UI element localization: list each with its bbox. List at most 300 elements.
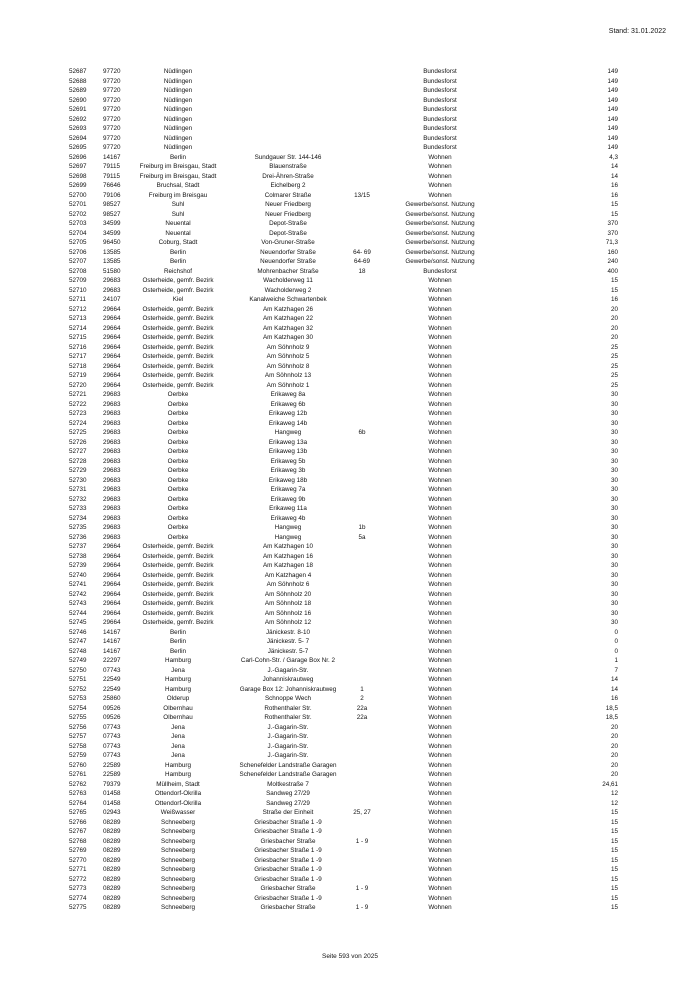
table-row xyxy=(0,143,700,153)
municipality: Hamburg xyxy=(165,761,191,769)
municipality: Oerbke xyxy=(167,524,189,531)
usage-type: Wohnen xyxy=(428,334,452,341)
area-value: 25 xyxy=(610,353,618,360)
street: Sundgauer Str. 144-146 xyxy=(254,153,322,161)
area-value: 30 xyxy=(610,543,618,550)
municipality: Müllheim, Stadt xyxy=(156,780,200,788)
row-id: 52715 xyxy=(69,334,87,341)
street: Am Katzhagen 32 xyxy=(262,324,314,332)
street: Colmarer Straße xyxy=(264,191,312,199)
row-id: 52746 xyxy=(69,628,87,636)
area-value: 15 xyxy=(610,277,618,284)
usage-type: Wohnen xyxy=(428,771,452,778)
area-value: 30 xyxy=(610,391,618,398)
postal-code: 08289 xyxy=(103,904,121,911)
municipality: Schneeberg xyxy=(161,847,195,854)
postal-code: 01458 xyxy=(103,790,121,797)
postal-code: 29664 xyxy=(103,362,121,370)
postal-code: 98527 xyxy=(103,201,121,208)
street: Depot-Straße xyxy=(269,220,307,227)
usage-type: Bundesforst xyxy=(423,125,457,132)
area-value: 15 xyxy=(610,885,618,892)
postal-code: 97720 xyxy=(103,115,121,123)
house-number: 22a xyxy=(356,704,368,712)
usage-type: Bundesforst xyxy=(423,68,457,75)
street: J.-Gagarin-Str. xyxy=(267,723,309,731)
street: Griesbacher Straße 1 -9 xyxy=(254,875,322,883)
postal-code: 34599 xyxy=(103,220,121,227)
postal-code: 07743 xyxy=(103,666,121,674)
street: Von-Gruner-Straße xyxy=(261,239,315,246)
municipality: Hamburg xyxy=(165,685,191,693)
street: Neuendorfer Straße xyxy=(260,258,316,265)
row-id: 52764 xyxy=(69,799,87,807)
table-row xyxy=(0,162,700,172)
area-value: 20 xyxy=(610,761,618,769)
municipality: Nüdlingen xyxy=(163,115,193,123)
usage-type: Wohnen xyxy=(428,296,452,303)
municipality: Oerbke xyxy=(167,448,189,455)
row-id: 52737 xyxy=(69,543,87,550)
area-value: 30 xyxy=(610,562,618,569)
postal-code: 29664 xyxy=(103,353,121,360)
street: Am Söhnholz 1 xyxy=(266,381,310,389)
postal-code: 08289 xyxy=(103,875,121,883)
area-value: 30 xyxy=(610,533,618,541)
table-row xyxy=(0,485,700,495)
table-row xyxy=(0,210,700,220)
area-value: 30 xyxy=(610,581,618,588)
row-id: 52702 xyxy=(69,210,87,218)
row-id: 52688 xyxy=(69,77,87,85)
usage-type: Gewerbe/sonst. Nutzung xyxy=(405,239,475,246)
postal-code: 29664 xyxy=(103,590,121,598)
table-row xyxy=(0,466,700,476)
street: Erikaweg 9b xyxy=(270,495,306,503)
table-row xyxy=(0,352,700,362)
usage-type: Wohnen xyxy=(428,400,452,408)
municipality: Oerbke xyxy=(167,467,189,474)
postal-code: 76646 xyxy=(103,182,121,189)
street: J.-Gagarin-Str. xyxy=(267,752,309,759)
municipality: Osterheide, gemfr. Bezirk xyxy=(142,381,214,389)
postal-code: 08289 xyxy=(103,828,121,835)
municipality: Oerbke xyxy=(167,438,189,446)
area-value: 149 xyxy=(607,68,618,75)
postal-code: 34599 xyxy=(103,229,121,237)
area-value: 15 xyxy=(610,809,618,816)
postal-code: 01458 xyxy=(103,799,121,807)
row-id: 52743 xyxy=(69,600,87,607)
postal-code: 22549 xyxy=(103,685,121,693)
area-value: 20 xyxy=(610,723,618,731)
postal-code: 29683 xyxy=(103,429,121,436)
row-id: 52692 xyxy=(69,115,87,123)
table-row xyxy=(0,808,700,818)
table-row xyxy=(0,590,700,600)
row-id: 52732 xyxy=(69,495,87,503)
row-id: 52717 xyxy=(69,353,87,360)
street: Hangweg xyxy=(274,524,302,531)
municipality: Jena xyxy=(171,666,185,674)
row-id: 52741 xyxy=(69,581,87,588)
postal-code: 08289 xyxy=(103,885,121,892)
area-value: 30 xyxy=(610,600,618,607)
row-id: 52690 xyxy=(69,96,87,104)
municipality: Osterheide, gemfr. Bezirk xyxy=(142,581,214,588)
municipality: Jena xyxy=(171,752,185,759)
table-row xyxy=(0,495,700,505)
table-row xyxy=(0,761,700,771)
area-value: 30 xyxy=(610,524,618,531)
usage-type: Wohnen xyxy=(428,742,452,750)
table-row xyxy=(0,875,700,885)
usage-type: Wohnen xyxy=(428,353,452,360)
municipality: Osterheide, gemfr. Bezirk xyxy=(142,590,214,598)
table-row xyxy=(0,884,700,894)
stand-date: Stand: 31.01.2022 xyxy=(608,28,666,35)
usage-type: Wohnen xyxy=(428,752,452,759)
table-row xyxy=(0,200,700,210)
street: Erikaweg 13a xyxy=(268,438,308,446)
row-id: 52694 xyxy=(69,134,87,142)
postal-code: 08289 xyxy=(103,847,121,854)
area-value: 16 xyxy=(610,296,618,303)
postal-code: 29683 xyxy=(103,277,121,284)
postal-code: 29664 xyxy=(103,324,121,332)
table-row xyxy=(0,656,700,666)
municipality: Oerbke xyxy=(167,457,189,465)
table-row xyxy=(0,552,700,562)
postal-code: 79379 xyxy=(103,780,121,788)
usage-type: Wohnen xyxy=(428,543,452,550)
usage-type: Wohnen xyxy=(428,153,452,161)
house-number: 6b xyxy=(358,429,366,436)
house-number: 2 xyxy=(360,695,364,702)
postal-code: 29683 xyxy=(103,524,121,531)
row-id: 52765 xyxy=(69,809,87,816)
street: Depot-Straße xyxy=(269,229,307,237)
postal-code: 02943 xyxy=(103,809,121,816)
row-id: 52738 xyxy=(69,552,87,560)
municipality: Osterheide, gemfr. Bezirk xyxy=(142,315,214,322)
area-value: 0 xyxy=(614,628,618,636)
postal-code: 29664 xyxy=(103,343,121,351)
usage-type: Gewerbe/sonst. Nutzung xyxy=(405,201,475,208)
street: Carl-Cohn-Str. / Garage Box Nr. 2 xyxy=(240,657,336,664)
area-value: 30 xyxy=(610,448,618,455)
postal-code: 29683 xyxy=(103,457,121,465)
area-value: 30 xyxy=(610,438,618,446)
row-id: 52760 xyxy=(69,761,87,769)
street: Am Söhnholz 8 xyxy=(266,362,310,370)
table-row xyxy=(0,333,700,343)
area-value: 370 xyxy=(607,229,618,237)
area-value: 30 xyxy=(610,514,618,522)
municipality: Osterheide, gemfr. Bezirk xyxy=(142,343,214,351)
street: Griesbacher Straße 1 -9 xyxy=(254,847,322,854)
street: Jänickestr. 5- 7 xyxy=(266,638,310,645)
postal-code: 79106 xyxy=(103,191,121,199)
page-number: Seite 593 von 2025 xyxy=(321,953,379,960)
municipality: Osterheide, gemfr. Bezirk xyxy=(142,372,214,379)
area-value: 15 xyxy=(610,866,618,873)
usage-type: Wohnen xyxy=(428,885,452,892)
postal-code: 24107 xyxy=(103,296,121,303)
postal-code: 22297 xyxy=(103,657,121,664)
street: Am Katzhagen 26 xyxy=(262,305,314,313)
postal-code: 29683 xyxy=(103,448,121,455)
postal-code: 22589 xyxy=(103,761,121,769)
street: Am Söhnholz 16 xyxy=(264,609,312,617)
row-id: 52689 xyxy=(69,87,87,94)
municipality: Nüdlingen xyxy=(163,68,193,75)
area-value: 149 xyxy=(607,87,618,94)
municipality: Jena xyxy=(171,723,185,731)
table-row xyxy=(0,134,700,144)
street: Am Söhnholz 9 xyxy=(266,343,310,351)
street: Erikaweg 14b xyxy=(268,419,308,427)
table-row xyxy=(0,789,700,799)
row-id: 52727 xyxy=(69,448,87,455)
usage-type: Wohnen xyxy=(428,799,452,807)
table-row xyxy=(0,713,700,723)
row-id: 52691 xyxy=(69,106,87,113)
municipality: Suhl xyxy=(171,201,185,208)
table-row xyxy=(0,428,700,438)
row-id: 52699 xyxy=(69,182,87,189)
table-row xyxy=(0,390,700,400)
table-row xyxy=(0,229,700,239)
table-row xyxy=(0,86,700,96)
municipality: Oerbke xyxy=(167,514,189,522)
postal-code: 97720 xyxy=(103,68,121,75)
area-value: 149 xyxy=(607,134,618,142)
table-row xyxy=(0,438,700,448)
table-row xyxy=(0,96,700,106)
street: Am Katzhagen 18 xyxy=(262,562,314,569)
municipality: Schneeberg xyxy=(161,828,195,835)
area-value: 25 xyxy=(610,372,618,379)
table-row xyxy=(0,732,700,742)
usage-type: Wohnen xyxy=(428,619,452,626)
row-id: 52750 xyxy=(69,666,87,674)
usage-type: Bundesforst xyxy=(423,96,457,104)
row-id: 52696 xyxy=(69,153,87,161)
postal-code: 29664 xyxy=(103,334,121,341)
area-value: 14 xyxy=(610,163,618,170)
usage-type: Wohnen xyxy=(428,467,452,474)
usage-type: Gewerbe/sonst. Nutzung xyxy=(405,229,475,237)
municipality: Ottendorf-Okrilla xyxy=(154,799,202,807)
postal-code: 07743 xyxy=(103,723,121,731)
street: Erikaweg 8a xyxy=(270,391,306,398)
street: Moltkestraße 7 xyxy=(267,780,309,788)
usage-type: Wohnen xyxy=(428,638,452,645)
municipality: Jena xyxy=(171,733,185,740)
municipality: Oerbke xyxy=(167,419,189,427)
area-value: 149 xyxy=(607,106,618,113)
municipality: Oerbke xyxy=(167,391,189,398)
area-value: 15 xyxy=(610,828,618,835)
table-row xyxy=(0,124,700,134)
row-id: 52772 xyxy=(69,875,87,883)
municipality: Oerbke xyxy=(167,505,189,512)
area-value: 30 xyxy=(610,571,618,579)
row-id: 52687 xyxy=(69,68,87,75)
postal-code: 29664 xyxy=(103,305,121,313)
municipality: Nüdlingen xyxy=(163,87,193,94)
usage-type: Wohnen xyxy=(428,362,452,370)
area-value: 14 xyxy=(610,685,618,693)
row-id: 52769 xyxy=(69,847,87,854)
usage-type: Wohnen xyxy=(428,609,452,617)
usage-type: Wohnen xyxy=(428,704,452,712)
table-row xyxy=(0,846,700,856)
postal-code: 29683 xyxy=(103,410,121,417)
usage-type: Gewerbe/sonst. Nutzung xyxy=(405,258,475,265)
usage-type: Wohnen xyxy=(428,163,452,170)
row-id: 52709 xyxy=(69,277,87,284)
street: Rothenthaler Str. xyxy=(264,714,312,721)
table-row xyxy=(0,903,700,913)
street: Griesbacher Straße xyxy=(260,837,316,845)
postal-code: 29683 xyxy=(103,533,121,541)
area-value: 30 xyxy=(610,429,618,436)
usage-type: Wohnen xyxy=(428,828,452,835)
postal-code: 22589 xyxy=(103,771,121,778)
municipality: Berlin xyxy=(169,638,187,645)
row-id: 52712 xyxy=(69,305,87,313)
street: Griesbacher Straße 1 -9 xyxy=(254,856,322,864)
usage-type: Wohnen xyxy=(428,647,452,655)
table-row xyxy=(0,238,700,248)
municipality: Freiburg im Breisgau xyxy=(148,191,208,199)
municipality: Olbernhau xyxy=(163,704,193,712)
row-id: 52700 xyxy=(69,191,87,199)
area-value: 18,5 xyxy=(605,714,618,721)
area-value: 400 xyxy=(607,267,618,275)
table-row xyxy=(0,628,700,638)
usage-type: Bundesforst xyxy=(423,87,457,94)
row-id: 52718 xyxy=(69,362,87,370)
postal-code: 79115 xyxy=(103,172,121,180)
usage-type: Wohnen xyxy=(428,866,452,873)
municipality: Schneeberg xyxy=(161,837,195,845)
municipality: Bruchsal, Stadt xyxy=(156,182,200,189)
street: Wacholderweg 11 xyxy=(263,277,313,284)
row-id: 52756 xyxy=(69,723,87,731)
usage-type: Wohnen xyxy=(428,761,452,769)
street: Erikaweg 12b xyxy=(268,410,308,417)
postal-code: 29664 xyxy=(103,543,121,550)
row-id: 52716 xyxy=(69,343,87,351)
street: Garage Box 12: Johanniskrautweg xyxy=(239,685,337,693)
area-value: 20 xyxy=(610,334,618,341)
area-value: 15 xyxy=(610,210,618,218)
municipality: Oerbke xyxy=(167,400,189,408)
municipality: Olderup xyxy=(166,695,190,702)
table-row xyxy=(0,191,700,201)
table-row xyxy=(0,723,700,733)
table-row xyxy=(0,324,700,334)
street: Am Söhnholz 6 xyxy=(266,581,310,588)
usage-type: Wohnen xyxy=(428,191,452,199)
table-row xyxy=(0,780,700,790)
table-row xyxy=(0,599,700,609)
usage-type: Wohnen xyxy=(428,723,452,731)
usage-type: Wohnen xyxy=(428,172,452,180)
postal-code: 79115 xyxy=(103,163,121,170)
house-number: 13/15 xyxy=(354,191,370,199)
table-row xyxy=(0,770,700,780)
table-row xyxy=(0,694,700,704)
municipality: Kiel xyxy=(172,296,184,303)
postal-code: 22549 xyxy=(103,676,121,683)
street: Erikaweg 7a xyxy=(270,486,306,493)
municipality: Schneeberg xyxy=(161,856,195,864)
usage-type: Wohnen xyxy=(428,438,452,446)
postal-code: 13585 xyxy=(103,248,121,256)
street: Neuendorfer Straße xyxy=(260,248,316,256)
municipality: Berlin xyxy=(169,153,187,161)
row-id: 52771 xyxy=(69,866,87,873)
row-id: 52745 xyxy=(69,619,87,626)
municipality: Osterheide, gemfr. Bezirk xyxy=(142,353,214,360)
table-row xyxy=(0,742,700,752)
street: Schenefelder Landstraße Garagen xyxy=(239,771,337,778)
municipality: Osterheide, gemfr. Bezirk xyxy=(142,286,214,294)
usage-type: Gewerbe/sonst. Nutzung xyxy=(405,210,475,218)
house-number: 18 xyxy=(358,267,366,275)
area-value: 15 xyxy=(610,837,618,845)
street: Jänickestr. 5-7 xyxy=(267,647,309,655)
area-value: 20 xyxy=(610,752,618,759)
postal-code: 29664 xyxy=(103,381,121,389)
municipality: Oerbke xyxy=(167,533,189,541)
usage-type: Wohnen xyxy=(428,685,452,693)
postal-code: 97720 xyxy=(103,134,121,142)
usage-type: Wohnen xyxy=(428,305,452,313)
usage-type: Wohnen xyxy=(428,505,452,512)
street: Erikaweg 3b xyxy=(270,467,306,474)
postal-code: 13585 xyxy=(103,258,121,265)
street: Griesbacher Straße 1 -9 xyxy=(254,828,322,835)
municipality: Oerbke xyxy=(167,495,189,503)
area-value: 370 xyxy=(607,220,618,227)
postal-code: 07743 xyxy=(103,742,121,750)
street: Griesbacher Straße 1 -9 xyxy=(254,866,322,873)
house-number: 64- 69 xyxy=(353,248,371,256)
row-id: 52698 xyxy=(69,172,87,180)
area-value: 12 xyxy=(610,790,618,797)
area-value: 20 xyxy=(610,305,618,313)
municipality: Osterheide, gemfr. Bezirk xyxy=(142,362,214,370)
municipality: Jena xyxy=(171,742,185,750)
table-row xyxy=(0,276,700,286)
row-id: 52719 xyxy=(69,372,87,379)
postal-code: 29664 xyxy=(103,619,121,626)
area-value: 15 xyxy=(610,904,618,911)
row-id: 52773 xyxy=(69,885,87,892)
postal-code: 29664 xyxy=(103,571,121,579)
municipality: Schneeberg xyxy=(161,866,195,873)
area-value: 14 xyxy=(610,676,618,683)
municipality: Hamburg xyxy=(165,771,191,778)
postal-code: 08289 xyxy=(103,837,121,845)
postal-code: 08289 xyxy=(103,866,121,873)
usage-type: Wohnen xyxy=(428,277,452,284)
